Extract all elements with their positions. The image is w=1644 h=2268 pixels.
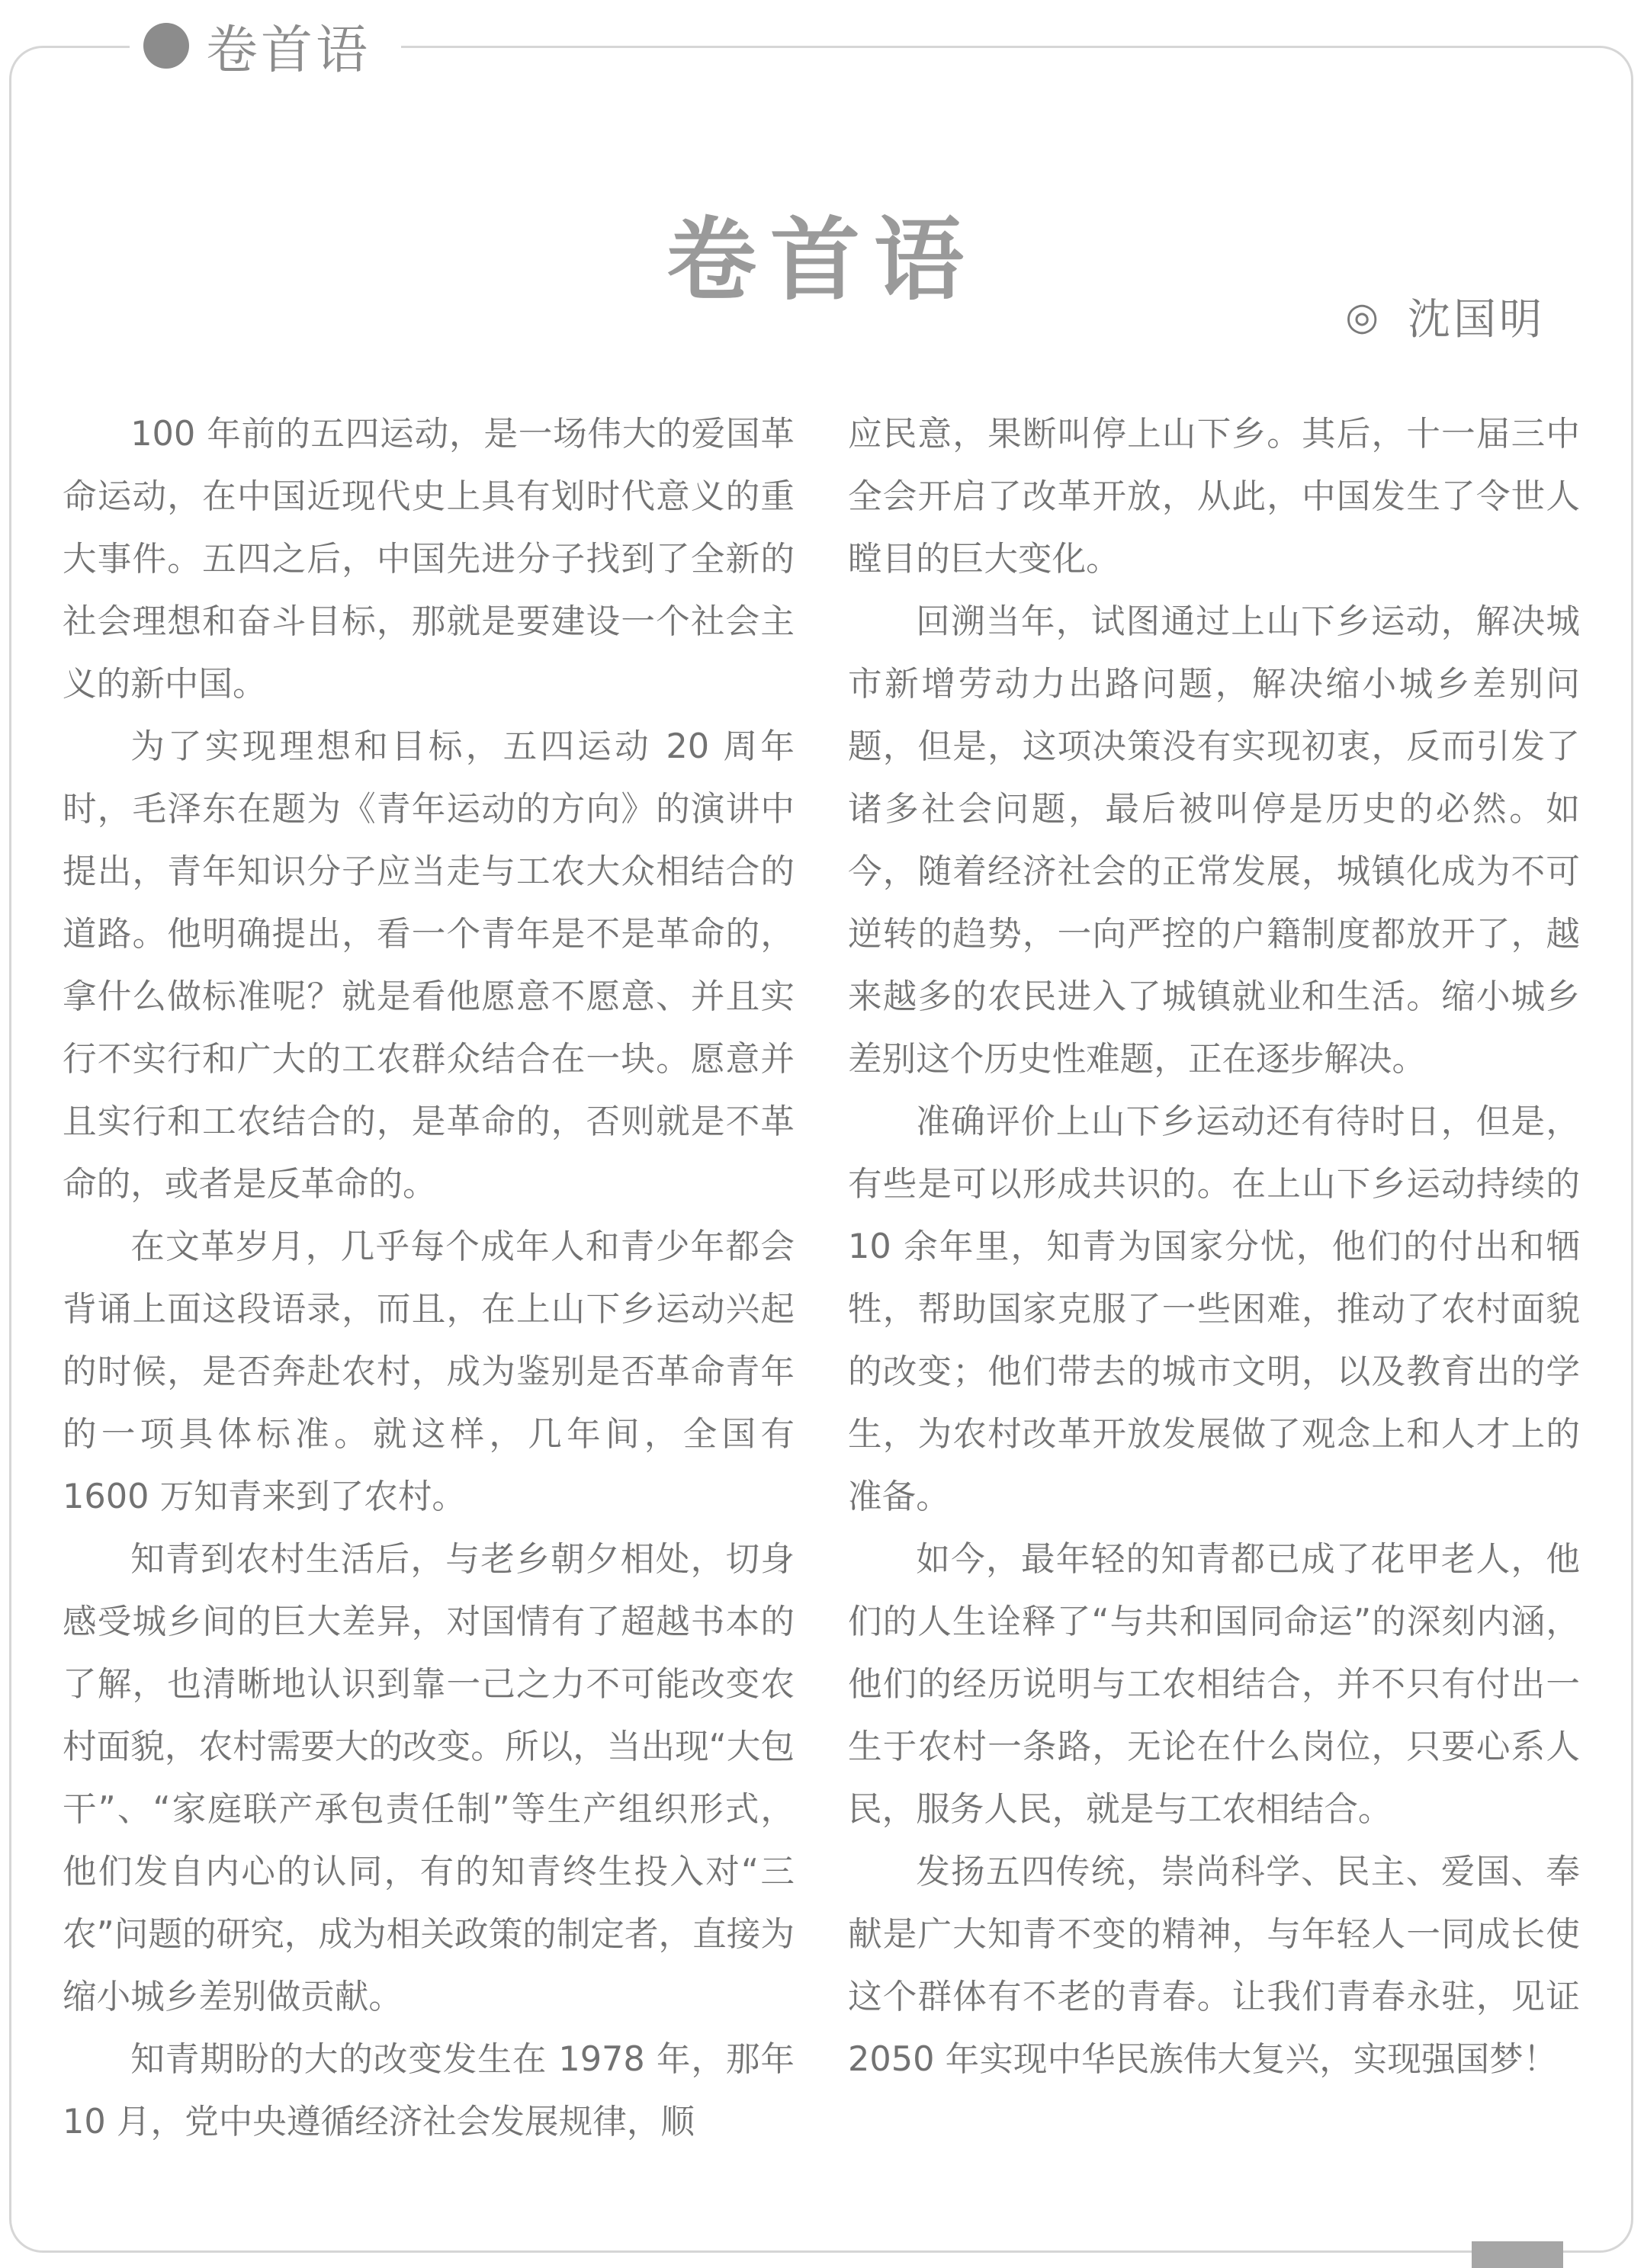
paragraph: 为了实现理想和目标，五四运动 20 周年时，毛泽东在题为《青年运动的方向》的演讲中提出，青年知识分子应当走与工农大众相结合的道路。他明确提出，看一个青年是不是革命的，拿什么做标准呢？就是看他愿意不愿意、并且实行不实行和广大的工农群众结合在一块。愿意并且实行和工农结合的，是革命的，否则就是不革命的，或者是反革命的。 xyxy=(63,727,795,1204)
paragraph: 如今，最年轻的知青都已成了花甲老人，他们的人生诠释了“与共和国同命运”的深刻内涵，他们的经历说明与工农相结合，并不只有付出一生于农村一条路，无论在什么岗位，只要心系人民，服务人民，就是与工农相结合。 xyxy=(848,1539,1580,1829)
author-name: 沈国明 xyxy=(1408,295,1545,345)
section-tag xyxy=(130,0,401,91)
paragraph: 知青到农村生活后，与老乡朝夕相处，切身感受城乡间的巨大差异，对国情有了超越书本的了解，也清晰地认识到靠一己之力不可能改变农村面貌，农村需要大的改变。所以，当出现“大包干”、“家庭联产承包责任制”等生产组织形式，他们发自内心的认同，有的知青终生投入对“三农”问题的研究，成为相关政策的制定者，直接为缩小城乡差别做贡献。 xyxy=(63,1539,795,2016)
article-title: 卷首语 xyxy=(666,207,978,313)
page-corner-bar xyxy=(1472,2241,1563,2268)
circle-marker-icon: ◎ xyxy=(1345,294,1382,338)
paragraph: 回溯当年，试图通过上山下乡运动，解决城市新增劳动力出路问题，解决缩小城乡差别问题，但是，这项决策没有实现初衷，反而引发了诸多社会问题，最后被叫停是历史的必然。如今，随着经济社会的正常发展，城镇化成为不可逆转的趋势，一向严控的户籍制度都放开了，越来越多的农民进入了城镇就业和生活。缩小城乡差别这个历史性难题，正在逐步解决。 xyxy=(848,601,1580,1079)
paragraph: 100 年前的五四运动，是一场伟大的爱国革命运动，在中国近现代史上具有划时代意义的重大事件。五四之后，中国先进分子找到了全新的社会理想和奋斗目标，那就是要建设一个社会主义的新中国。 xyxy=(63,414,795,704)
right-column xyxy=(848,403,1580,2090)
bullet-dot-icon xyxy=(143,23,189,69)
paragraph: 准确评价上山下乡运动还有待时日，但是，有些是可以形成共识的。在上山下乡运动持续的 10 余年里，知青为国家分忧，他们的付出和牺牲，帮助国家克服了一些困难，推动了农村面貌的改变；他们带去的城市文明，以及教育出的学生，为农村改革开放发展做了观念上和人才上的准备。 xyxy=(848,1102,1580,1516)
section-label: 卷首语 xyxy=(206,20,371,81)
paragraph: 发扬五四传统，崇尚科学、民主、爱国、奉献是广大知青不变的精神，与年轻人一同成长使这个群体有不老的青春。让我们青春永驻，见证 2050 年实现中华民族伟大复兴，实现强国梦！ xyxy=(848,1852,1580,2079)
paragraph: 在文革岁月，几乎每个成年人和青少年都会背诵上面这段语录，而且，在上山下乡运动兴起的时候，是否奔赴农村，成为鉴别是否革命青年的一项具体标准。就这样，几年间，全国有 1600 万知青来到了农村。 xyxy=(63,1227,795,1516)
author-byline xyxy=(1345,286,1545,347)
paragraph: 知青期盼的大的改变发生在 1978 年，那年 10 月，党中央遵循经济社会发展规律，顺 xyxy=(63,2039,795,2141)
left-column xyxy=(63,403,795,2153)
paragraph-continuation: 应民意，果断叫停上山下乡。其后，十一届三中全会开启了改革开放，从此，中国发生了令世人瞠目的巨大变化。 xyxy=(848,414,1580,579)
